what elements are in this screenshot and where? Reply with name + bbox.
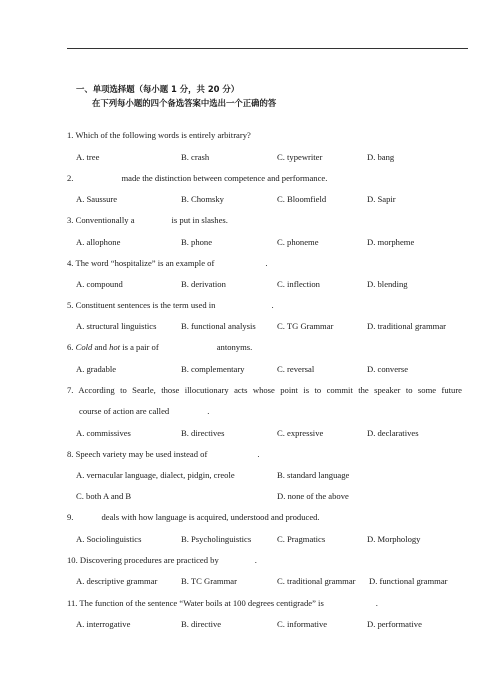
q8-stem-post: . [257, 449, 260, 459]
q4-stem-post: . [265, 258, 268, 268]
q1-option-b: B. crash [181, 152, 210, 162]
question-2-stem [67, 173, 327, 184]
q7-option-a: A. commissives [76, 428, 131, 438]
q6-option-d: D. converse [367, 364, 409, 374]
q6-stem-pre: 6. [67, 342, 74, 352]
q11-stem-pre: 11. The function of the sentence “Water boils at 100 degrees centigrade” is [67, 598, 324, 608]
q9-option-b: B. Psycholinguistics [181, 534, 252, 544]
q4-option-d: D. blending [367, 279, 408, 289]
q7-stem-post: . [207, 406, 210, 416]
question-3-stem [67, 215, 228, 226]
q8-option-b: B. standard language [277, 470, 350, 480]
q11-option-d: D. performative [367, 619, 422, 629]
question-7-stem-line1: 7. According to Searle, those illocutionary acts whose point is to commit the speaker to some future [67, 385, 462, 395]
q3-stem-pre: 3. Conventionally a [67, 215, 135, 225]
q10-option-b: B. TC Grammar [181, 576, 237, 586]
question-4-stem [67, 258, 267, 269]
q6-stem-mid2: is a pair of [122, 342, 159, 352]
q1-option-a: A. tree [76, 152, 100, 162]
q5-option-a: A. structural linguistics [76, 321, 157, 331]
q6-option-b: B. complementary [181, 364, 245, 374]
q10-stem-post: . [254, 555, 257, 565]
q5-option-c: C. TG Grammar [277, 321, 334, 331]
q5-option-d: D. traditional grammar [367, 321, 446, 331]
q4-option-c: C. inflection [277, 279, 320, 289]
q6-option-c: C. reversal [277, 364, 315, 374]
q7-stem-pre: course of action are called [79, 406, 170, 416]
q6-italic-cold: Cold [75, 342, 93, 352]
section-title: 一、单项选择题（每小题 1 分，共 20 分） [76, 84, 240, 94]
q8-stem-pre: 8. Speech variety may be used instead of [67, 449, 208, 459]
q1-option-c: C. typewriter [277, 152, 323, 162]
q4-option-b: B. derivation [181, 279, 226, 289]
q11-option-c: C. informative [277, 619, 328, 629]
q5-option-b: B. functional analysis [181, 321, 256, 331]
question-1-stem: 1. Which of the following words is entirely arbitrary? [67, 130, 251, 140]
question-10-stem [67, 555, 257, 566]
question-7-stem-line2 [79, 406, 209, 417]
q7-option-b: B. directives [181, 428, 225, 438]
q1-option-d: D. bang [367, 152, 395, 162]
question-11-stem [67, 598, 378, 609]
question-8-stem [67, 449, 259, 460]
q9-stem-pre: 9. [67, 512, 74, 522]
q7-option-c: C. expressive [277, 428, 324, 438]
q5-stem-post: . [271, 300, 274, 310]
q6-italic-hot: hot [109, 342, 121, 352]
q2-stem-pre: 2. [67, 173, 74, 183]
q11-option-b: B. directive [181, 619, 222, 629]
q6-stem-mid: and [94, 342, 107, 352]
q6-option-a: A. gradable [76, 364, 117, 374]
q11-stem-post: . [375, 598, 378, 608]
q3-option-c: C. phoneme [277, 237, 319, 247]
q9-option-c: C. Pragmatics [277, 534, 326, 544]
question-9-stem [67, 512, 320, 523]
q7-option-d: D. declaratives [367, 428, 419, 438]
q9-option-a: A. Sociolinguistics [76, 534, 142, 544]
q8-option-c: C. both A and B [76, 491, 132, 501]
section-instruction: 在下列每小题的四个备选答案中选出一个正确的答 [92, 98, 277, 108]
q2-option-b: B. Chomsky [181, 194, 224, 204]
q4-stem-pre: 4. The word “hospitalize” is an example of [67, 258, 215, 268]
q2-stem-post: made the distinction between competence and performance. [121, 173, 328, 183]
question-5-stem [67, 300, 274, 311]
q11-option-a: A. interrogative [76, 619, 131, 629]
q3-stem-post: is put in slashes. [171, 215, 228, 225]
q9-option-d: D. Morphology [367, 534, 421, 544]
q3-option-a: A. allophone [76, 237, 121, 247]
q9-stem-post: deals with how language is acquired, understood and produced. [101, 512, 320, 522]
q2-option-c: C. Bloomfield [277, 194, 327, 204]
q5-stem-pre: 5. Constituent sentences is the term used in [67, 300, 216, 310]
q2-option-d: D. Sapir [367, 194, 396, 204]
q3-option-d: D. morpheme [367, 237, 415, 247]
q4-option-a: A. compound [76, 279, 123, 289]
q2-option-a: A. Saussure [76, 194, 118, 204]
q10-option-a: A. descriptive grammar [76, 576, 158, 586]
q6-stem-post: antonyms. [216, 342, 253, 352]
q10-option-c: C. traditional grammar [277, 576, 356, 586]
q8-option-d: D. none of the above [277, 491, 349, 501]
q3-option-b: B. phone [181, 237, 213, 247]
q10-option-d: D. functional grammar [369, 576, 448, 586]
question-6-stem [67, 342, 252, 353]
q8-option-a: A. vernacular language, dialect, pidgin, creole [76, 470, 235, 480]
q10-stem-pre: 10. Discovering procedures are practiced by [67, 555, 219, 565]
